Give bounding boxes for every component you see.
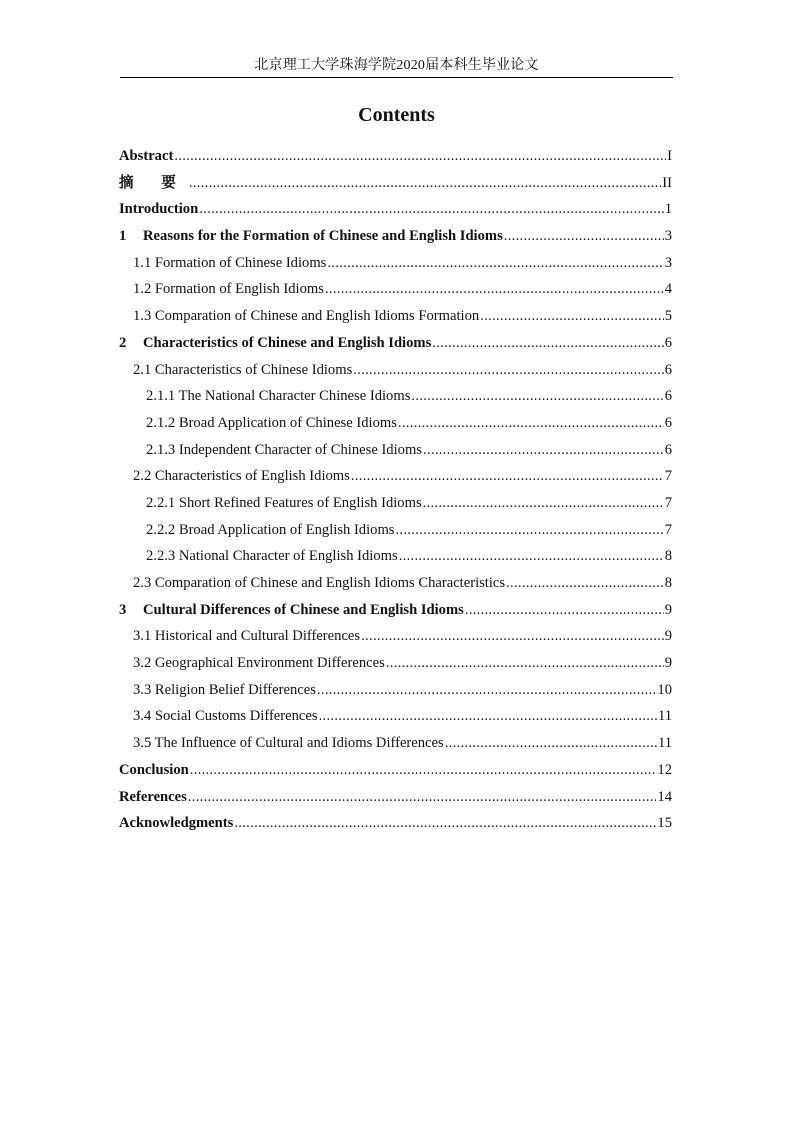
toc-entry-page: 6 [664, 388, 672, 405]
toc-entry-title: 摘 要 [119, 174, 188, 191]
toc-leader-dots [411, 383, 663, 410]
toc-entry[interactable] [119, 517, 672, 544]
toc-leader-dots [504, 223, 664, 250]
toc-entry[interactable] [119, 677, 672, 704]
toc-leader-dots [445, 730, 657, 757]
toc-leader-dots [189, 170, 661, 197]
toc-entry-page: 6 [664, 361, 672, 378]
toc-title: Contents [358, 104, 435, 126]
toc-entry[interactable] [119, 196, 672, 223]
toc-entry[interactable] [119, 623, 672, 650]
toc-leader-dots [395, 517, 663, 544]
toc-leader-dots [234, 810, 656, 837]
toc-entry-title: Abstract [119, 148, 174, 164]
toc-entry-title: 3.4 Social Customs Differences [133, 708, 318, 725]
toc-entry-title: 2.1.3 Independent Character of Chinese Idioms [146, 441, 422, 458]
toc-leader-dots [423, 437, 664, 464]
toc-entry-page: 14 [657, 788, 672, 805]
toc-leader-dots [319, 703, 657, 730]
toc-leader-dots [465, 597, 664, 624]
toc-entry-title: 1.2 Formation of English Idioms [133, 281, 324, 298]
toc-entry[interactable] [119, 810, 672, 837]
toc-entry-title: References [119, 788, 187, 805]
toc-entry-page: 11 [657, 735, 672, 752]
toc-entry-title: 2.2 Characteristics of English Idioms [133, 468, 350, 485]
toc-leader-dots [399, 543, 664, 570]
toc-entry[interactable] [119, 730, 672, 757]
toc-leader-dots [480, 303, 664, 330]
toc-entry-title: 2.1 Characteristics of Chinese Idioms [133, 361, 353, 378]
toc-entry-number: 2 [119, 334, 127, 351]
toc-entry-page: 9 [664, 601, 672, 618]
toc-entry-title: Conclusion [119, 761, 189, 778]
toc-entry-title: 2.1.1 The National Character Chinese Idioms [146, 388, 411, 405]
toc-entry-page: 6 [664, 414, 672, 431]
toc-entry-title: Cultural Differences of Chinese and English Idioms [143, 601, 464, 618]
toc-entry-page: 7 [664, 494, 672, 511]
toc-entry-title: 2.2.3 National Character of English Idioms [146, 548, 398, 565]
toc-entry-page: 15 [657, 815, 672, 832]
toc-leader-dots [506, 570, 664, 597]
toc-entry-number: 1 [119, 228, 127, 245]
toc-entry[interactable] [119, 143, 672, 170]
toc-entry-page: 3 [664, 228, 672, 245]
toc-entry[interactable] [119, 437, 672, 464]
toc-entry[interactable] [119, 357, 672, 384]
toc-entry-page: 11 [657, 708, 672, 725]
toc-entry[interactable] [119, 543, 672, 570]
toc-entry-title: 3.1 Historical and Cultural Differences [133, 628, 361, 645]
toc-entry-page: I [667, 148, 672, 164]
toc-leader-dots [327, 250, 663, 277]
toc-entry-title: 2.1.2 Broad Application of Chinese Idioms [146, 414, 397, 431]
toc-leader-dots [398, 410, 664, 437]
toc-entry-page: 7 [664, 468, 672, 485]
toc-entry[interactable] [119, 784, 672, 811]
toc-leader-dots [432, 330, 663, 357]
toc-entry-page: 10 [657, 681, 672, 698]
toc-entry-page: 7 [664, 521, 672, 538]
toc-leader-dots [423, 490, 664, 517]
toc-leader-dots [174, 143, 666, 170]
toc-entry-title: 2.3 Comparation of Chinese and English Idioms Characteristics [133, 575, 506, 591]
toc-entry-title: 3.2 Geographical Environment Differences [133, 655, 385, 672]
toc-entry-page: 8 [664, 548, 672, 565]
toc-leader-dots [199, 196, 663, 223]
toc-entry[interactable] [119, 170, 672, 197]
toc-entry-page: 3 [664, 254, 672, 271]
toc-entry[interactable] [119, 303, 672, 330]
toc-entry-title: Introduction [119, 201, 199, 218]
toc-entry-page: 1 [664, 201, 672, 218]
toc-entry-title: Characteristics of Chinese and English Idioms [143, 334, 432, 351]
toc-entry-title: 1.1 Formation of Chinese Idioms [133, 254, 327, 271]
toc-entry-page: 6 [664, 334, 672, 351]
toc-leader-dots [386, 650, 664, 677]
toc-entry[interactable] [119, 490, 672, 517]
toc-entry-title: 2.2.2 Broad Application of English Idioms [146, 521, 395, 538]
toc-leader-dots [317, 677, 656, 704]
toc-entry-title: 3.3 Religion Belief Differences [133, 681, 316, 698]
table-of-contents [119, 143, 672, 837]
toc-leader-dots [325, 276, 664, 303]
toc-entry-page: 6 [664, 441, 672, 458]
toc-entry-title: Reasons for the Formation of Chinese and English Idioms [143, 228, 503, 245]
toc-entry-page: 5 [664, 308, 672, 325]
toc-leader-dots [188, 784, 657, 811]
page-header: 北京理工大学珠海学院2020届本科生毕业论文 [120, 54, 673, 78]
toc-leader-dots [361, 623, 664, 650]
toc-entry[interactable] [119, 410, 672, 437]
toc-entry-number: 3 [119, 601, 127, 618]
toc-entry[interactable] [119, 276, 672, 303]
toc-entry[interactable] [119, 650, 672, 677]
toc-entry-title: 1.3 Comparation of Chinese and English Idioms Formation [133, 308, 480, 325]
toc-entry[interactable] [119, 250, 672, 277]
toc-leader-dots [353, 357, 663, 384]
toc-leader-dots [190, 757, 657, 784]
toc-entry-title: Acknowledgments [119, 815, 234, 832]
toc-entry[interactable] [119, 570, 672, 597]
toc-entry[interactable] [119, 223, 672, 250]
toc-entry[interactable] [119, 703, 672, 730]
toc-entry-title: 2.2.1 Short Refined Features of English Idioms [146, 494, 422, 511]
toc-entry[interactable] [119, 330, 672, 357]
toc-entry-page: 8 [664, 575, 672, 591]
toc-entry[interactable] [119, 597, 672, 624]
toc-entry-title: 3.5 The Influence of Cultural and Idioms Differences [133, 735, 444, 752]
toc-entry-page: 9 [664, 655, 672, 672]
toc-entry-page: 12 [657, 761, 672, 778]
toc-entry-page: 9 [664, 628, 672, 645]
toc-entry-page: 4 [664, 281, 672, 298]
toc-entry[interactable] [119, 383, 672, 410]
toc-entry-page: II [662, 174, 672, 191]
toc-entry[interactable] [119, 463, 672, 490]
toc-entry[interactable] [119, 757, 672, 784]
toc-leader-dots [351, 463, 664, 490]
